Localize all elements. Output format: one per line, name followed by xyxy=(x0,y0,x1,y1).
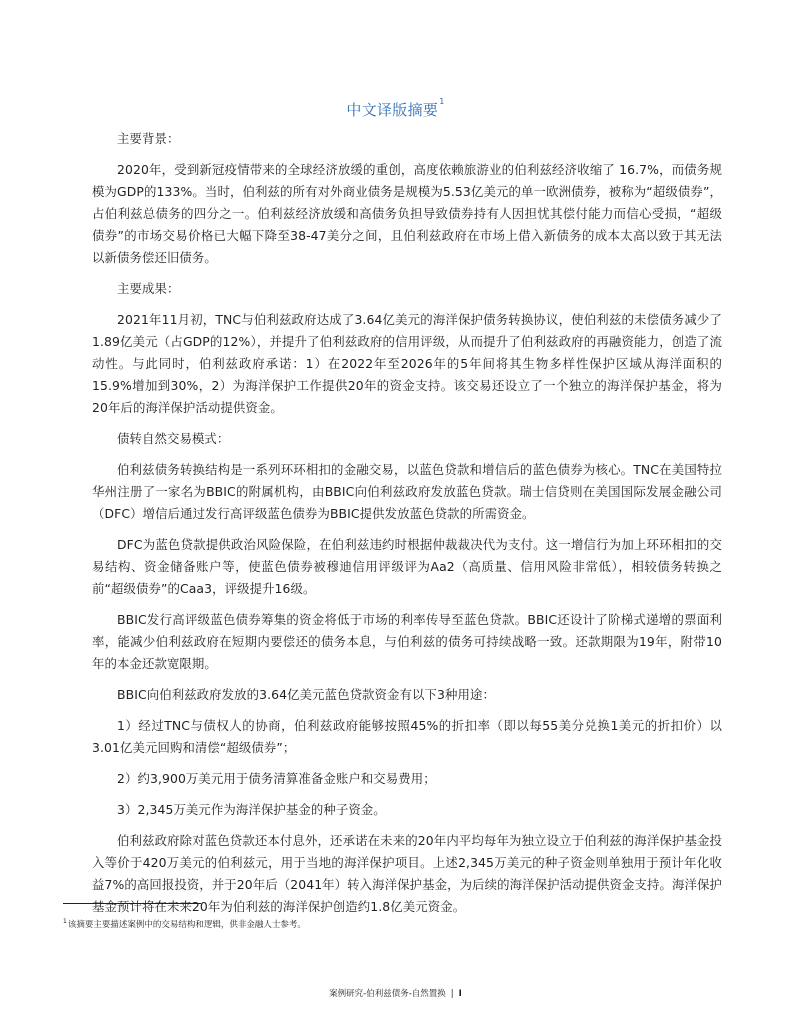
body-content xyxy=(92,128,722,927)
paragraph-results: 2021年11月初，TNC与伯利兹政府达成了3.64亿美元的海洋保护债务转换协议，使伯利兹的未偿债务减少了1.89亿美元（占GDP的12%），并提升了伯利兹政府的信用评级，从而提升了伯利兹政府的再融资能力，创造了流动性。与此同时，伯利兹政府承诺：1）在2022年至2026年的5年间将其生物多样性保护区域从海洋面积的15.9%增加到30%，2）为海洋保护工作提供20年的资金支持。该交易还设立了一个独立的海洋保护基金，将为20年后的海洋保护活动提供资金。 xyxy=(92,312,722,415)
paragraph-use-1: 1）经过TNC与债权人的协商，伯利兹政府能够按照45%的折扣率（即以每55美分兑换1美元的折扣价）以3.01亿美元回购和清偿“超级债券”； xyxy=(92,718,722,755)
paragraph-bbic: BBIC发行高评级蓝色债券筹集的资金将低于市场的利率传导至蓝色贷款。BBIC还设计了阶梯式递增的票面利率，能减少伯利兹政府在短期内要偿还的债务本息，与伯利兹的债务可持续战略一致。还款期限为19年，附带10年的本金还款宽限期。 xyxy=(92,612,722,671)
paragraph-use-3: 3）2,345万美元作为海洋保护基金的种子资金。 xyxy=(117,802,386,817)
footnote-text: 该摘要主要描述案例中的交易结构和逻辑，供非金融人士参考。 xyxy=(67,920,306,930)
paragraph-uses-intro: BBIC向伯利兹政府发放的3.64亿美元蓝色贷款资金有以下3种用途： xyxy=(117,687,495,702)
footnote xyxy=(63,918,306,930)
section-heading-background: 主要背景： xyxy=(117,131,180,146)
title-footnote-mark: 1 xyxy=(439,97,445,106)
footnote-divider xyxy=(63,903,201,904)
paragraph-use-2: 2）约3,900万美元用于债务清算准备金账户和交易费用； xyxy=(117,771,436,786)
page-number: I xyxy=(458,989,462,999)
paragraph-structure: 伯利兹债务转换结构是一系列环环相扣的金融交易，以蓝色贷款和增信后的蓝色债券为核心。TNC在美国特拉华州注册了一家名为BBIC的附属机构，由BBIC向伯利兹政府发放蓝色贷款。瑞士信贷则在美国国际发展金融公司（DFC）增信后通过发行高评级蓝色债券为BBIC提供发放蓝色贷款的所需资金。 xyxy=(92,462,722,521)
section-heading-results: 主要成果： xyxy=(117,281,180,296)
title-text: 中文译版摘要 xyxy=(346,101,439,119)
page-footer xyxy=(0,987,791,999)
footer-separator: | xyxy=(450,989,454,999)
paragraph-commitment: 伯利兹政府除对蓝色贷款还本付息外，还承诺在未来的20年内平均每年为独立设立于伯利兹的海洋保护基金投入等价于420万美元的伯利兹元，用于当地的海洋保护项目。上述2,345万美元的种子资金则单独用于预计年化收益7%的高回报投资，并于20年后（2041年）转入海洋保护基金，为后续的海洋保护活动提供资金支持。海洋保护基金预计将在未来20年为伯利兹的海洋保护创造约1.8亿美元资金。 xyxy=(92,833,722,914)
footer-title: 案例研究-伯利兹债务-自然置换 xyxy=(329,989,446,999)
section-heading-model: 债转自然交易模式： xyxy=(117,431,230,446)
paragraph-dfc: DFC为蓝色贷款提供政治风险保险，在伯利兹违约时根据仲裁裁决代为支付。这一增信行为加上环环相扣的交易结构、资金储备账户等，使蓝色债券被穆迪信用评级评为Aa2（高质量、信用风险非常低），相较债务转换之前“超级债券”的Caa3，评级提升16级。 xyxy=(92,537,722,596)
page-title xyxy=(0,99,791,120)
footnote-mark: 1 xyxy=(63,918,67,925)
paragraph-background: 2020年，受到新冠疫情带来的全球经济放缓的重创，高度依赖旅游业的伯利兹经济收缩了 16.7%，而债务规模为GDP的133%。当时，伯利兹的所有对外商业债务是规模为5.53亿美元的单一欧洲债券，被称为“超级债券”，占伯利兹总债务的四分之一。伯利兹经济放缓和高债务负担导致债券持有人因担忧其偿付能力而信心受损，“超级债券”的市场交易价格已大幅下降至38-47美分之间，且伯利兹政府在市场上借入新债务的成本太高以致于其无法以新债务偿还旧债务。 xyxy=(92,162,722,265)
